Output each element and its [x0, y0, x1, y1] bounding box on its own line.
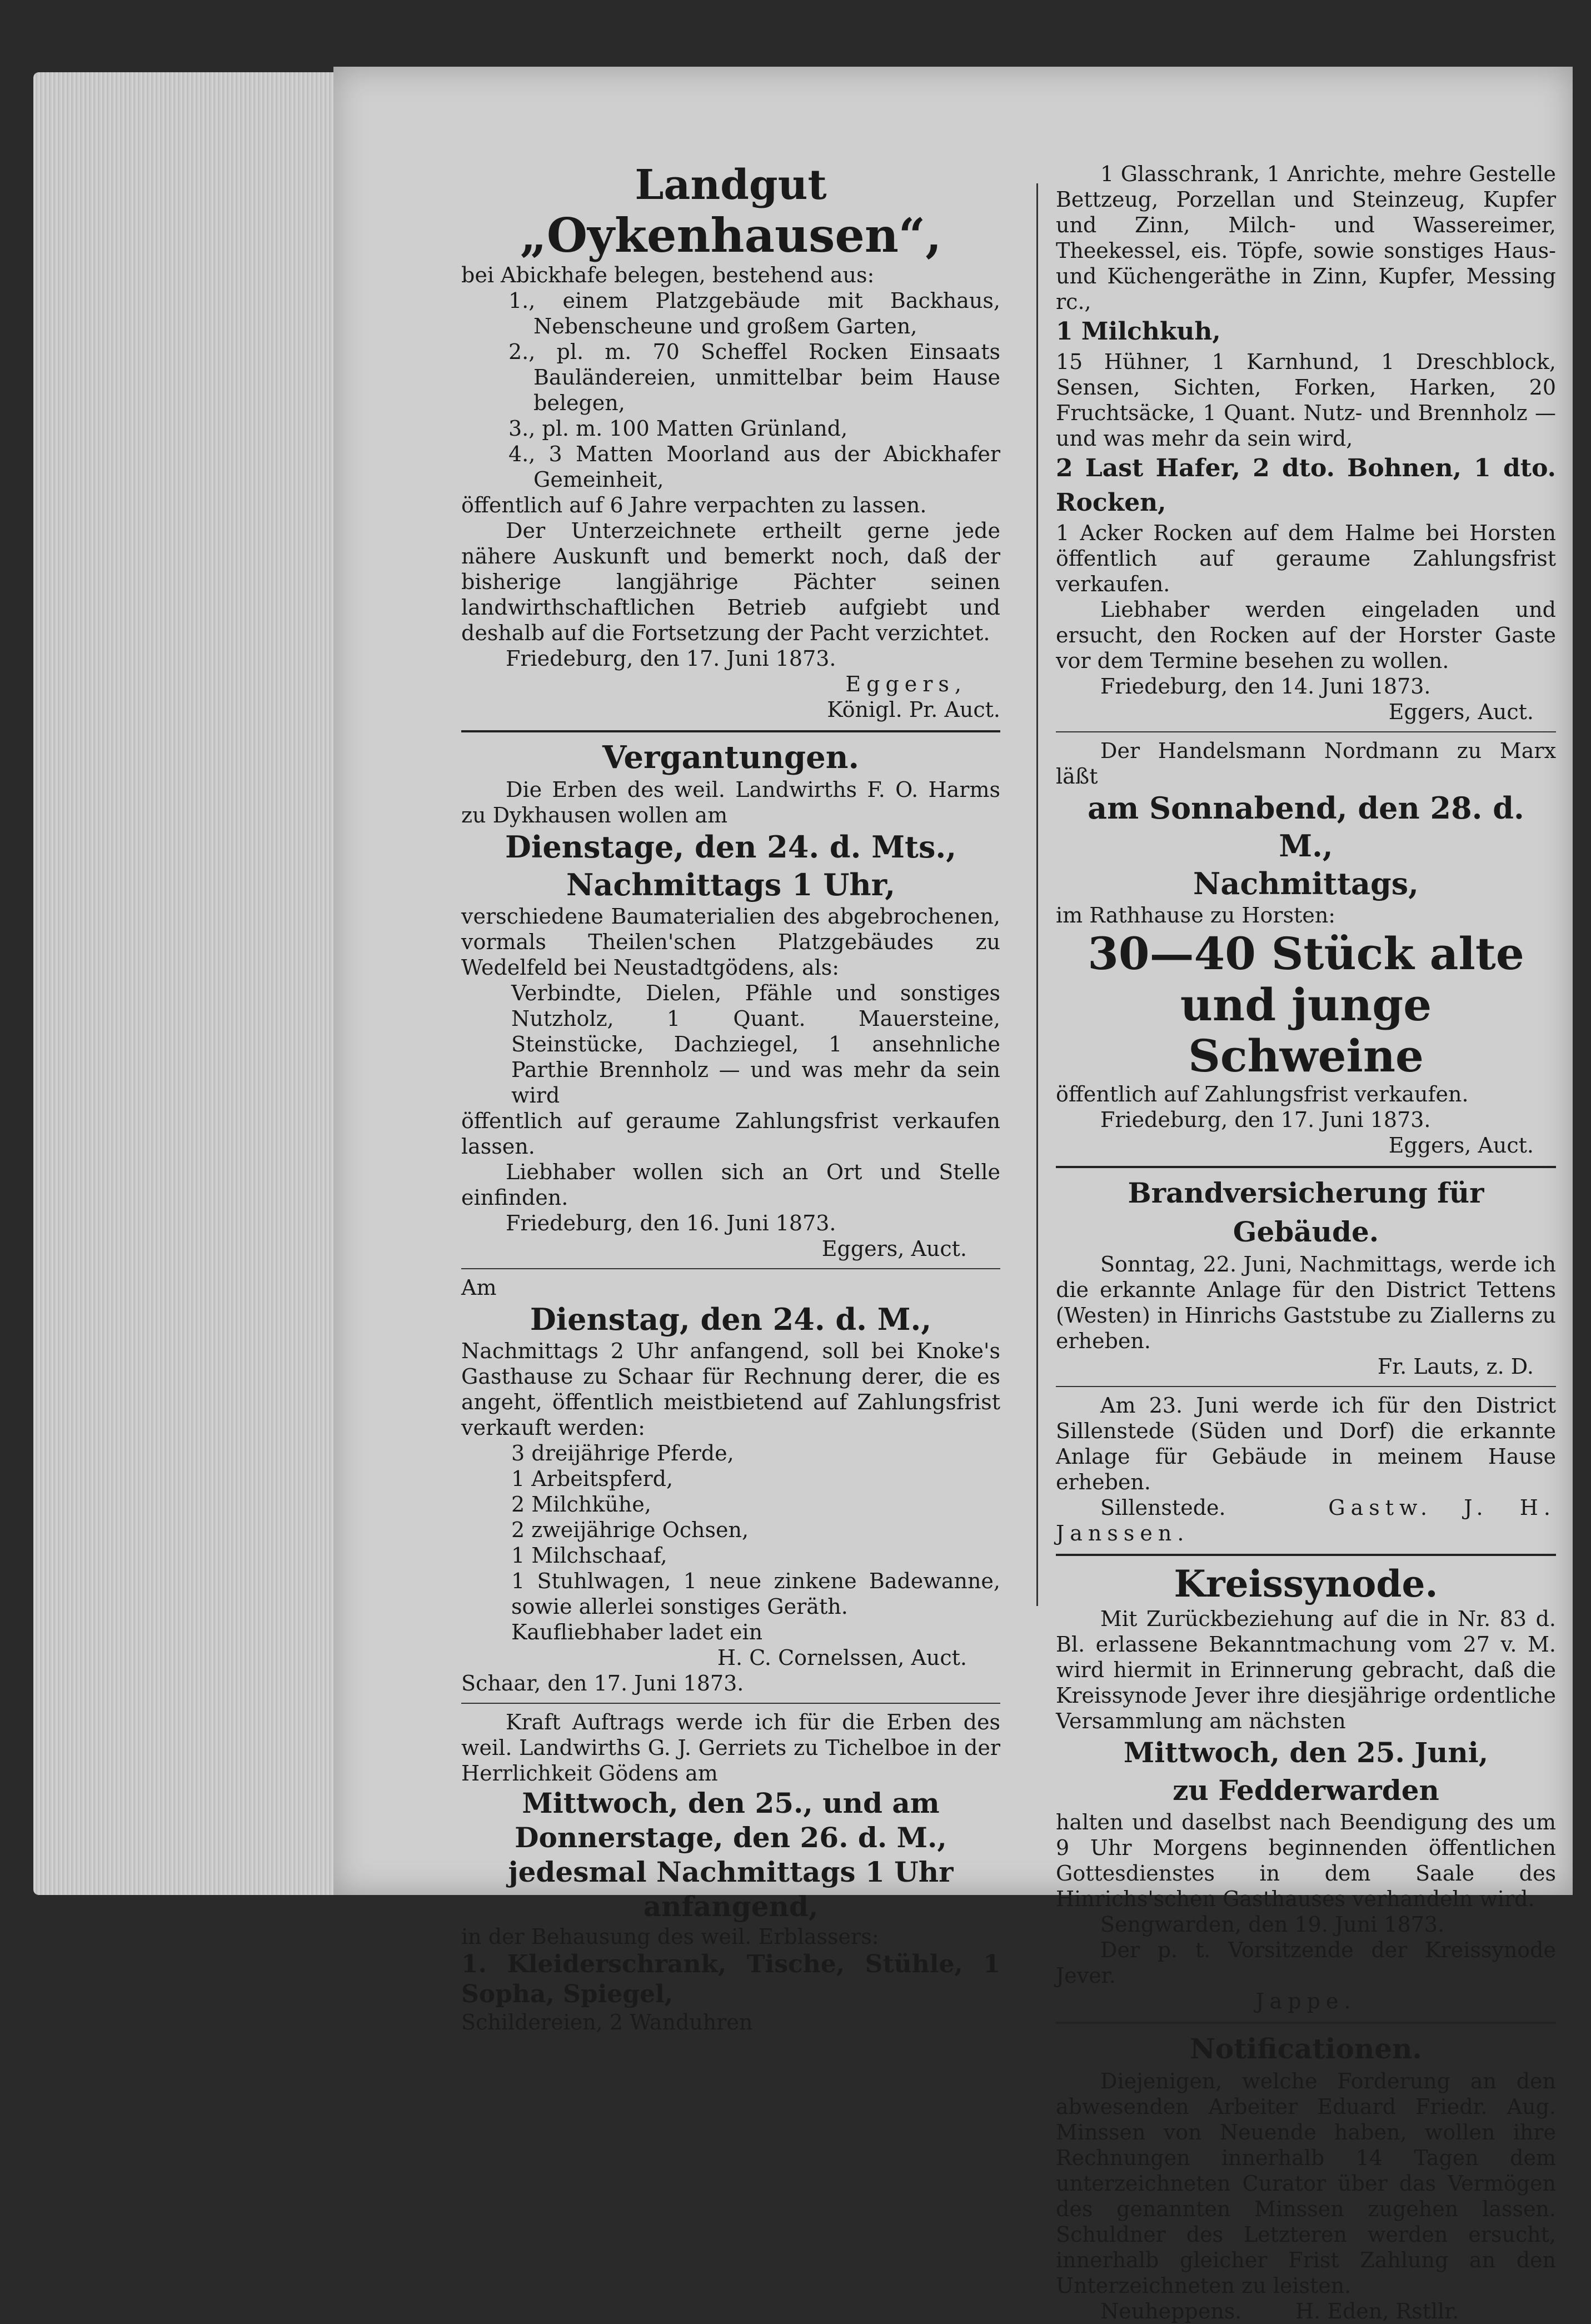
bold-date: Mittwoch, den 25., und am Donnerstage, den 26. d. M., jedesmal Nachmittags 1 Uhr anfangend, — [508, 1787, 954, 1923]
ad-vergantungen — [461, 738, 1000, 1261]
separator — [1056, 731, 1556, 732]
bold-item: 2 Last Hafer, 2 dto. Bohnen, 1 dto. Rocken, — [1056, 454, 1556, 517]
date-line: Friedeburg, den 17. Juni 1873. — [506, 646, 836, 671]
signature: Eggers, Auct. — [1388, 1133, 1534, 1158]
signature: Fr. Lauts, z. D. — [1377, 1354, 1534, 1379]
bold-items: 1. Kleiderschrank, Tische, Stühle, 1 Sopha, Spiegel, — [461, 1950, 1000, 2008]
text-paragraph: Nachmittags 2 Uhr anfangend, soll bei Knoke's Gasthause zu Schaar für Rechnung derer, die es angeht, öffentlich meistbietend auf Zahlungsfrist verkauft werden: — [461, 1339, 1000, 1440]
text-line: bei Abickhafe belegen, bestehend aus: — [461, 263, 875, 287]
signature-title: Königl. Pr. Auct. — [827, 697, 1000, 722]
text-paragraph: 1 Acker Rocken auf dem Halme bei Horsten öffentlich auf geraume Zahlungsfrist verkaufen. — [1056, 521, 1556, 596]
list-item: 4., 3 Matten Moorland aus der Abickhafer Gemeinheit, — [508, 442, 1000, 492]
ad-kreissynode — [1056, 1562, 1556, 2014]
text-line: Kaufliebhaber ladet ein — [511, 1620, 763, 1644]
book-page-edges — [33, 72, 345, 1895]
date-line: Friedeburg, den 17. Juni 1873. — [1100, 1108, 1431, 1132]
signature: Jappe. — [1255, 1989, 1356, 2013]
newspaper-page — [333, 67, 1573, 2323]
ad-landgut — [461, 161, 1000, 722]
text-line: Schildereien, 2 Wanduhren — [461, 2010, 753, 2034]
text-line: öffentlich auf geraume Zahlungsfrist verkaufen lassen. — [461, 1109, 1000, 1159]
bold-time: Nachmittags, — [1193, 866, 1419, 901]
ad-brandversicherung — [1056, 1174, 1556, 1379]
ad-schaar — [461, 1275, 1000, 1696]
text-paragraph: Der Unterzeichnete ertheilt gerne jede nähere Auskunft und bemerkt noch, daß der bisherige langjährige Pächter seinen landwirthschaftlichen Betrieb aufgiebt und deshalb auf die Fortsetzung der Pacht verzichtet. — [461, 518, 1000, 645]
list-item: 2., pl. m. 70 Scheffel Rocken Einsaats Bauländereien, unmittelbar beim Hause belegen, — [508, 340, 1000, 415]
signature: Eggers, Auct. — [821, 1236, 967, 1261]
text-line: Der Handelsmann Nordmann zu Marx läßt — [1056, 739, 1556, 789]
date-line: Friedeburg, den 16. Juni 1873. — [506, 1211, 836, 1235]
signature: Gastw. J. H. Janssen. — [1056, 1495, 1556, 1545]
place-name: Neuheppens. — [1100, 2299, 1242, 2323]
text-paragraph: Mit Zurückbeziehung auf die in Nr. 83 d. Bl. erlassene Bekanntmachung vom 27 v. M. wird hiermit in Erinnerung gebracht, daß die Kreissynode Jever ihre diesjährige ordentliche Versammlung am nächsten — [1056, 1607, 1556, 1733]
separator — [461, 1703, 1000, 1704]
list-item: 3 dreijährige Pferde, — [511, 1441, 734, 1465]
signature-line — [1056, 2298, 1556, 2324]
separator — [1056, 1166, 1556, 1168]
text-paragraph: Verbindte, Dielen, Pfähle und sonstiges Nutzholz, 1 Quant. Mauersteine, Steinstücke, Dachziegel, 1 ansehnliche Parthie Brennholz — und was mehr da sein wird — [511, 981, 1000, 1108]
date-line: Friedeburg, den 14. Juni 1873. — [1100, 674, 1431, 699]
text-paragraph: Liebhaber werden eingeladen und ersucht, den Rocken auf der Horster Gaste vor dem Termine besehen zu wollen. — [1056, 597, 1556, 673]
separator — [461, 1268, 1000, 1269]
text-paragraph: Diejenigen, welche Forderung an den abwesenden Arbeiter Eduard Friedr. Aug. Minssen von Neuende haben, wollen ihre Rechnungen innerhalb 14 Tagen dem unterzeichneten Curator über das Vermögen des genannten Minssen zugehen lassen. Schuldner des Letzteren werden ersucht, innerhalb gleicher Frist Zahlung an den Unterzeichneten zu leisten. — [1056, 2069, 1556, 2298]
text-line: Der p. t. Vorsitzende der Kreissynode Jever. — [1056, 1938, 1556, 1988]
signature: Eggers, — [845, 672, 967, 696]
section-heading: Brandversicherung für Gebäude. — [1128, 1176, 1484, 1248]
text-paragraph: 15 Hühner, 1 Karnhund, 1 Dreschblock, Sensen, Sichten, Forken, Harken, 20 Fruchtsäcke, 1 Quant. Nutz- und Brennholz — und was mehr da sein wird, — [1056, 350, 1556, 451]
bold-time: Nachmittags 1 Uhr, — [566, 867, 896, 902]
section-heading: Kreissynode. — [1174, 1562, 1438, 1605]
ad-title-name: „Oykenhausen“, — [520, 208, 942, 263]
text-paragraph: Am 23. Juni werde ich für den District Sillenstede (Süden und Dorf) die erkannte Anlage für Gebäude in meinem Hause erheben. — [1056, 1393, 1556, 1494]
text-line: im Rathhause zu Horsten: — [1056, 903, 1336, 927]
bold-date: Dienstag, den 24. d. M., — [530, 1301, 932, 1337]
bold-place: zu Fedderwarden — [1173, 1774, 1439, 1807]
column-rule — [1036, 183, 1038, 1606]
text-line: öffentlich auf Zahlungsfrist verkaufen. — [1056, 1082, 1469, 1106]
signature: H. C. Cornelssen, Auct. — [717, 1645, 967, 1670]
list-item: 1 Stuhlwagen, 1 neue zinkene Badewanne, sowie allerlei sonstiges Geräth. — [511, 1569, 1000, 1619]
text-line: Am — [461, 1275, 497, 1300]
ad-continued — [1056, 161, 1556, 725]
list-item: 3., pl. m. 100 Matten Grünland, — [508, 416, 848, 441]
ad-title: Landgut — [635, 161, 827, 209]
left-column — [461, 161, 1000, 2035]
separator — [1056, 2022, 1556, 2024]
section-heading: Notificationen. — [1190, 2032, 1422, 2065]
list-item: 1 Arbeitspferd, — [511, 1467, 674, 1491]
text-paragraph: Die Erben des weil. Landwirths F. O. Harms zu Dykhausen wollen am — [461, 777, 1000, 827]
ad-nordmann — [1056, 738, 1556, 1158]
right-column — [1056, 161, 1556, 2324]
text-line: in der Behausung des weil. Erblassers: — [461, 1924, 879, 1949]
bold-date: am Sonnabend, den 28. d. M., — [1088, 790, 1524, 864]
text-paragraph: 1 Glasschrank, 1 Anrichte, mehre Gestelle Bettzeug, Porzellan und Steinzeug, Kupfer und Zinn, Milch- und Wassereimer, Theekessel, eis. Töpfe, sowie sonstiges Haus- und Küchengeräthe in Zinn, Kupfer, Messing rc., — [1056, 162, 1556, 314]
bold-headline: 30—40 Stück alte und junge Schweine — [1088, 927, 1524, 1082]
text-line: Liebhaber wollen sich an Ort und Stelle einfinden. — [461, 1160, 1000, 1210]
separator — [461, 730, 1000, 732]
list-item: 1., einem Platzgebäude mit Backhaus, Nebenscheune und großem Garten, — [508, 288, 1000, 338]
text-line: öffentlich auf 6 Jahre verpachten zu lassen. — [461, 493, 927, 517]
ad-sillenstede — [1056, 1393, 1556, 1546]
place-name: Sillenstede. — [1100, 1495, 1226, 1520]
signature-line — [1056, 1495, 1556, 1546]
signature: Eggers, Auct. — [1388, 700, 1534, 724]
bold-date: Dienstage, den 24. d. Mts., — [505, 829, 956, 865]
list-item: 1 Milchschaaf, — [511, 1543, 667, 1568]
date-line: Sengwarden, den 19. Juni 1873. — [1100, 1912, 1445, 1937]
bold-item: 1 Milchkuh, — [1056, 317, 1221, 346]
list-item: 2 zweijährige Ochsen, — [511, 1518, 749, 1542]
ad-gerriets — [461, 1709, 1000, 2035]
text-paragraph: verschiedene Baumaterialien des abgebrochenen, vormals Theilen'schen Platzgebäudes zu Wedelfeld bei Neustadtgödens, als: — [461, 904, 1000, 980]
text-paragraph: Kraft Auftrags werde ich für die Erben des weil. Landwirths G. J. Gerriets zu Tichelboe in der Herrlichkeit Gödens am — [461, 1710, 1000, 1786]
date-line: Schaar, den 17. Juni 1873. — [461, 1671, 744, 1695]
text-paragraph: halten und daselbst nach Beendigung des um 9 Uhr Morgens beginnenden öffentlichen Gottesdienstes in dem Saale des Hinrichs'schen Gasthauses verhandeln wird. — [1056, 1810, 1556, 1911]
bold-date: Mittwoch, den 25. Juni, — [1123, 1736, 1489, 1769]
separator — [1056, 1386, 1556, 1387]
signature: H. Eden, Rstllr. — [1295, 2299, 1459, 2323]
list-item: 2 Milchkühe, — [511, 1492, 651, 1517]
ad-notificationen — [1056, 2029, 1556, 2324]
separator — [1056, 1554, 1556, 1556]
text-paragraph: Sonntag, 22. Juni, Nachmittags, werde ich die erkannte Anlage für den District Tettens (Westen) in Hinrichs Gaststube zu Ziallerns zu erheben. — [1056, 1252, 1556, 1353]
section-heading: Vergantungen. — [602, 739, 859, 776]
